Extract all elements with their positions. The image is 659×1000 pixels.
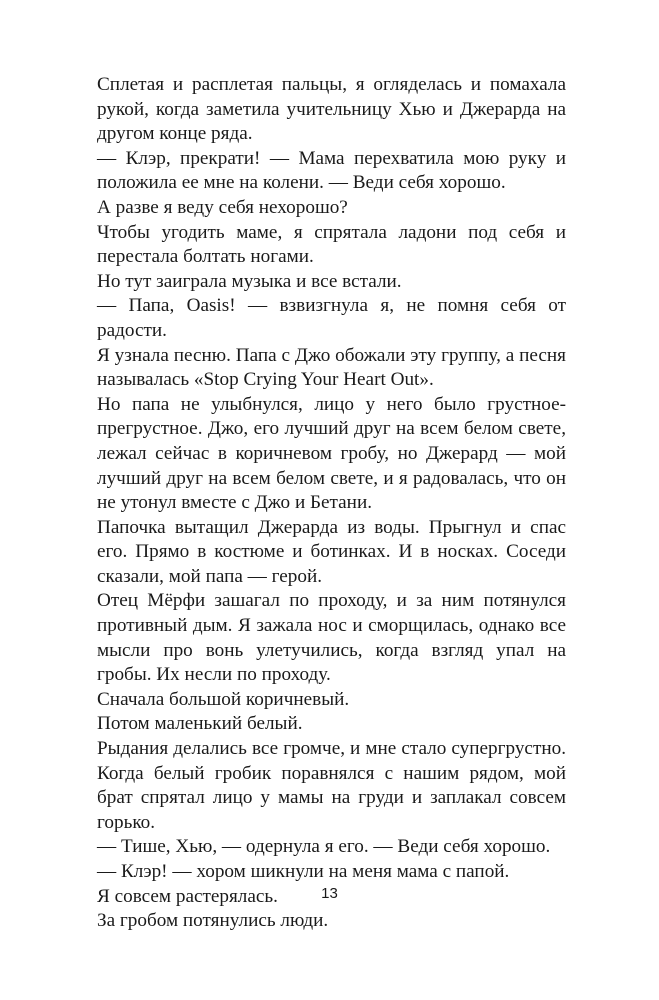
paragraph: Чтобы угодить маме, я спрятала ладони под себя и перестала болтать ногами. [97,221,566,268]
page-number: 13 [321,885,338,902]
paragraph: Отец Мёрфи зашагал по проходу, и за ним потянулся противный дым. Я зажала нос и сморщилась, однако все мысли про вонь улетучились, когда взгляд упал на гробы. Их несли по проходу. [97,590,566,686]
paragraph: Но тут заиграла музыка и все встали. [97,270,402,292]
paragraph: Папочка вытащил Джерарда из воды. Прыгнул и спас его. Прямо в костюме и ботинках. И в носках. Соседи сказали, мой папа — герой. [97,516,566,587]
paragraph: А разве я веду себя нехорошо? [97,196,348,218]
body-text [97,73,566,934]
paragraph: — Клэр, прекрати! — Мама перехватила мою руку и положила ее мне на колени. — Веди себя хорошо. [97,147,566,194]
paragraph: Я узнала песню. Папа с Джо обожали эту группу, а песня называлась «Stop Crying Your Heart Out». [97,344,566,391]
paragraph: Сначала большой коричневый. [97,688,350,710]
paragraph: — Клэр! — хором шикнули на меня мама с папой. [97,861,510,882]
paragraph: Рыдания делались все громче, и мне стало супергрустно. Когда белый гробик поравнялся с нашим рядом, мой брат спрятал лицо у мамы на груди и заплакал совсем горько. [97,738,566,833]
paragraph: Я совсем растерялась. [97,885,278,907]
paragraph: Потом маленький белый. [97,713,303,735]
paragraph: — Тише, Хью, — одернула я его. — Веди себя хорошо. [97,836,551,858]
paragraph: За гробом потянулись люди. [97,910,329,932]
paragraph: — Папа, Oasis! — взвизгнула я, не помня себя от радости. [97,295,566,341]
paragraph: Но папа не улыбнулся, лицо у него было грустное-прегрустное. Джо, его лучший друг на всем белом свете, лежал сейчас в коричневом гробу, но Джерард — мой лучший друг на всем белом свете, и я радовалась, что он не утонул вместе с Джо и Бетани. [97,393,566,514]
paragraph: Сплетая и расплетая пальцы, я огляделась и помахала рукой, когда заметила учительницу Хью и Джерарда на другом конце ряда. [97,74,566,145]
